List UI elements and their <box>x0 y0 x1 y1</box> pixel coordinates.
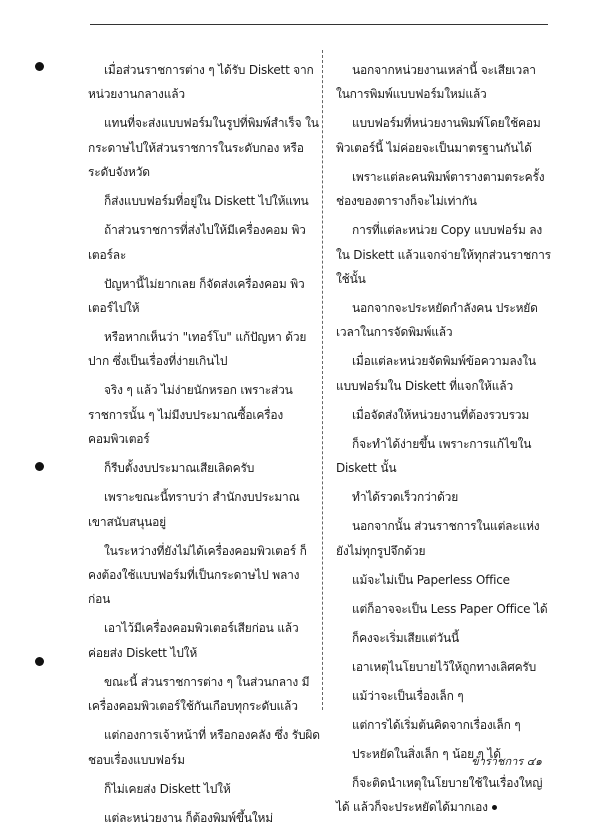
paragraph: เมื่อจัดส่งให้หน่วยงานที่ต้องรวบรวม <box>352 407 530 422</box>
paragraph: ก็คงจะเริ่มเสียแต่วันนี้ <box>352 630 460 645</box>
right-column <box>336 58 552 824</box>
paragraph: นอกจากหน่วยงานเหล่านี้ จะเสียเวลา ในการพิมพ์แบบฟอร์มใหม่แล้ว <box>336 63 536 102</box>
page-footer: ข้าราชการ ๔๑ <box>471 755 542 768</box>
punch-hole-top <box>35 62 44 71</box>
paragraph: แต่การได้เริ่มต้นคิดจากเรื่องเล็ก ๆ <box>352 717 521 732</box>
paragraph: การที่แต่ละหน่วย Copy แบบฟอร์ม ลง ใน Diskett แล้วแจกจ่ายให้ทุกส่วนราชการ ใช้นั้น <box>336 223 551 287</box>
paragraph: ในระหว่างที่ยังไม่ได้เครื่องคอมพิวเตอร์ ก็คงต้องใช้แบบฟอร์มที่เป็นกระดาษไป พลางก่อน <box>88 543 307 607</box>
punch-hole-middle <box>35 462 44 471</box>
paragraph: แต่กองการเจ้าหน้าที่ หรือกองคลัง ซึ่ง รับผิดชอบเรื่องแบบฟอร์ม <box>88 728 320 767</box>
paragraph: แต่ก็อาจจะเป็น Less Paper Office ได้ <box>352 601 548 616</box>
paragraph: หรือหากเห็นว่า "เทอร์โบ" แก้ปัญหา ด้วยปาก ซึ่งเป็นเรื่องที่ง่ายเกินไป <box>88 330 307 369</box>
paragraph: ประหยัดในสิ่งเล็ก ๆ น้อย ๆ ได้ <box>352 746 501 761</box>
paragraph: นอกจากจะประหยัดกำลังคน ประหยัด เวลาในการจัดพิมพ์แล้ว <box>336 301 538 340</box>
paragraph: เพราะแต่ละคนพิมพ์ตารางตามตระครั้ง ช่องของตารางก็จะไม่เท่ากัน <box>336 169 545 209</box>
paragraph: ก็จะทำได้ง่ายขึ้น เพราะการแก้ไขใน Diskett นั้น <box>336 436 532 476</box>
end-bullet-icon <box>492 805 497 810</box>
paragraph-last <box>336 771 552 820</box>
paragraph: แม้ว่าจะเป็นเรื่องเล็ก ๆ <box>352 688 464 703</box>
paragraph: จริง ๆ แล้ว ไม่ง่ายนักหรอก เพราะส่วน ราชการนั้น ๆ ไม่มีงบประมาณซื้อเครื่อง คอมพิวเตอร์ <box>88 383 293 447</box>
paragraph: เอาไว้มีเครื่องคอมพิวเตอร์เสียก่อน แล้ว ค่อยส่ง Diskett ไปให้ <box>88 621 299 660</box>
paragraph: ปัญหานี้ไม่ยากเลย ก็จัดส่งเครื่องคอม พิวเตอร์ไปให้ <box>88 276 305 316</box>
paragraph: ก็รีบตั้งงบประมาณเสียเลิดครับ <box>104 461 255 476</box>
top-rule <box>90 24 548 25</box>
paragraph: เมื่อแต่ละหน่วยจัดพิมพ์ข้อความลงใน แบบฟอร์มใน Diskett ที่แจกให้แล้ว <box>336 354 536 393</box>
paragraph: ก็ส่งแบบฟอร์มที่อยู่ใน Diskett ไปให้แทน <box>104 194 309 209</box>
paragraph: ทำได้รวดเร็วกว่าด้วย <box>352 490 459 505</box>
paragraph: ก็ไม่เคยส่ง Diskett ไปให้ <box>104 781 231 796</box>
paragraph: แบบฟอร์มที่หน่วยงานพิมพ์โดยใช้คอม พิวเตอร์นี้ ไม่ค่อยจะเป็นมาตรฐานกันได้ <box>336 116 541 155</box>
paragraph: แต่ละหน่วยงาน ก็ต้องพิมพ์ขึ้นใหม่ <box>104 810 273 825</box>
paragraph: เมื่อส่วนราชการต่าง ๆ ได้รับ Diskett จากหน่วยงานกลางแล้ว <box>88 63 314 102</box>
paragraph: ถ้าส่วนราชการที่ส่งไปให้มีเครื่องคอม พิวเตอร์ละ <box>88 223 306 262</box>
paragraph: แม้จะไม่เป็น Paperless Office <box>352 572 510 587</box>
paragraph: ขณะนี้ ส่วนราชการต่าง ๆ ในส่วนกลาง มีเครื่องคอมพิวเตอร์ใช้กันเกือบทุกระดับแล้ว <box>88 674 310 714</box>
paragraph: เพราะขณะนี้ทราบว่า สำนักงบประมาณ เขาสนับสนุนอยู่ <box>88 490 300 529</box>
paragraph: แทนที่จะส่งแบบฟอร์มในรูปที่พิมพ์สำเร็จ ในกระดาษไปให้ส่วนราชการในระดับกอง หรือระดับจังหวัด <box>88 116 319 180</box>
left-column <box>88 58 320 835</box>
paragraph: เอาเหตุไนโยบายไว้ให้ถูกทางเลิศครับ <box>352 659 537 674</box>
punch-hole-bottom <box>35 657 44 666</box>
paragraph: นอกจากนั้น ส่วนราชการในแต่ละแห่ง ยังไม่ทุกรูปจึกด้วย <box>336 519 540 558</box>
paragraph-last-text: ก็จะติดนำเหตุในโยบายใช้ในเรื่องใหญ่ได้ แล้วก็จะประหยัดได้มากเอง <box>336 775 543 815</box>
column-divider <box>322 50 323 710</box>
